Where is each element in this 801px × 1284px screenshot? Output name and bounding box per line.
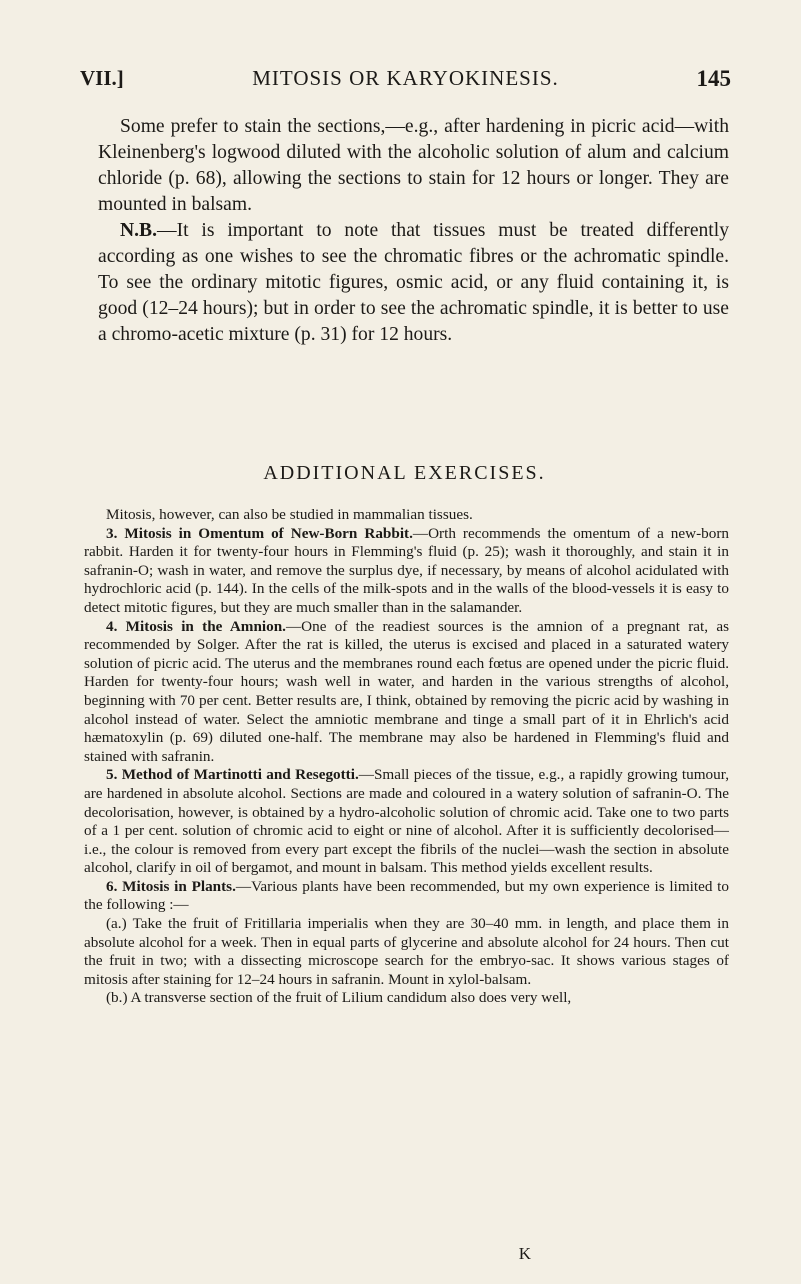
exercise-6a: (a.) Take the fruit of Fritillaria imperialis when they are 30–40 mm. in length, and place them in absolute alcohol for a week. Then in equal parts of glycerine and absolute alcohol for 24 hours. Then cut the fruit in two; with a dissecting microscope search for the embryo-sac. It shows various stages of mitosis after staining for 12–24 hours in safranin. Mount in xylol-balsam. [84,915,729,988]
running-title: MITOSIS OR KARYOKINESIS. [252,66,559,90]
exercise-3 [84,525,729,618]
intro-paragraph-2 [98,218,729,348]
exercise-6-heading: 6. Mitosis in Plants. [106,877,236,895]
exercise-6b: (b.) A transverse section of the fruit of Lilium candidum also does very well, [106,989,572,1007]
nb-label: N.B. [120,220,158,241]
exercise-5-heading: 5. Method of Martinotti and Resegotti. [106,766,359,784]
exercise-4-heading: 4. Mitosis in the Amnion. [106,617,286,635]
exercise-4 [84,618,729,767]
exercises-intro: Mitosis, however, can also be studied in mammalian tissues. [106,506,473,523]
nb-text: —It is important to note that tissues must be treated differently according as one wishes to see the chromatic fibres or the achromatic spindle. To see the ordinary mitotic figures, osmic acid, or any fluid containing it, is good (12–24 hours); but in order to see the achromatic spindle, it is better to use a chromo-acetic mixture (p. 31) for 12 hours. [98,220,729,345]
intro-text [98,114,729,348]
exercise-3-heading: 3. Mitosis in Omentum of New-Born Rabbit. [106,524,413,542]
exercise-5-text: —Small pieces of the tissue, e.g., a rapidly growing tumour, are hardened in absolute alcohol. Sections are made and coloured in a watery solution of safranin-O. The decolorisation, however, is obtained by a hydro-alcoholic solution of chromic acid. Take one to two parts of a 1 per cent. solution of chromic acid to eight or nine of alcohol. After it is sufficiently decolorised—i.e., the colour is removed from every part except the fibrils of the nuclei—wash the section in absolute alcohol, clarify in oil of bergamot, and mount in balsam. This method yields excellent results. [84,766,729,877]
signature-mark: K [518,1244,531,1263]
exercise-3-text: —Orth recommends the omentum of a new-born rabbit. Harden it for twenty-four hours in Flemming's fluid (p. 25); wash it thoroughly, and stain it in safranin-O; wash in water, and remove the surplus dye, if necessary, by means of alcohol acidulated with hydrochloric acid (p. 144). In the cells of the milk-spots and in the walls of the blood-vessels it is easy to detect mitotic figures, but they are much smaller than in the salamander. [84,524,730,616]
intro-paragraph-1: Some prefer to stain the sections,—e.g., after hardening in picric acid—with Kleinenberg's logwood diluted with the alcoholic solution of alum and calcium chloride (p. 68), allowing the sections to stain for 12 hours or longer. They are mounted in balsam. [98,116,729,215]
exercises-text [84,506,729,1008]
running-header [80,66,731,98]
page-number: 145 [696,66,731,91]
chapter-number: VII.] [80,66,124,90]
exercise-6-text: —Various plants have been recommended, but my own experience is limited to the following :— [84,877,729,914]
section-title: ADDITIONAL EXERCISES. [263,462,546,484]
exercise-5 [84,766,729,878]
exercise-6 [84,878,729,915]
exercise-4-text: —One of the readiest sources is the amnion of a pregnant rat, as recommended by Solger. After the rat is killed, the uterus is excised and placed in a saturated watery solution of picric acid. The uterus and the membranes round each fœtus are opened under the picric fluid. Harden for twenty-four hours; wash well in water, and harden in the various strengths of alcohol, beginning with 70 per cent. Better results are, I think, obtained by removing the picric acid by washing in alcohol instead of water. Select the amniotic membrane and tinge a small part of it in Ehrlich's acid hæmatoxylin (p. 69) diluted one-half. The membrane may also be hardened in Flemming's fluid and stained with safranin. [84,617,729,765]
